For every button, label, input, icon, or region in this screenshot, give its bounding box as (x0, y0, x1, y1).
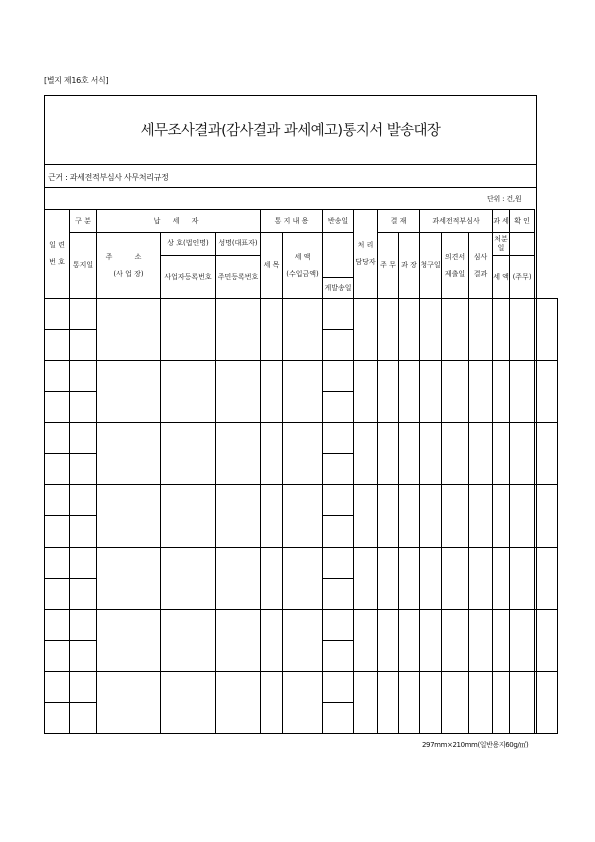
legal-basis: 근거 : 과세전적부심사 사무처리규정 (48, 173, 169, 182)
table-cell[interactable] (283, 423, 323, 485)
table-cell[interactable] (323, 330, 354, 361)
table-row (45, 547, 558, 578)
table-cell[interactable] (420, 609, 442, 671)
category-header: 구 분 (70, 210, 97, 233)
table-cell[interactable] (216, 485, 261, 547)
table-cell[interactable] (378, 671, 399, 733)
table-cell[interactable] (493, 547, 510, 609)
table-cell[interactable] (510, 547, 535, 609)
disposition-amount-header: 세 액 (493, 255, 510, 298)
table-cell[interactable] (70, 671, 97, 702)
resident-reg-no-header: 주민등록번호 (216, 255, 261, 298)
table-cell[interactable] (161, 423, 216, 485)
table-cell[interactable] (45, 423, 70, 454)
table-row (45, 485, 558, 516)
table-cell[interactable] (420, 423, 442, 485)
header-row-1 (45, 210, 558, 233)
table-cell[interactable] (323, 423, 354, 454)
table-cell[interactable] (535, 423, 558, 485)
table-cell[interactable] (70, 330, 97, 361)
table-row (45, 609, 558, 640)
table-cell[interactable] (399, 485, 420, 547)
table-cell[interactable] (261, 361, 283, 423)
table-cell[interactable] (399, 547, 420, 609)
table-cell[interactable] (45, 392, 70, 423)
table-cell[interactable] (354, 423, 378, 485)
table-cell[interactable] (45, 299, 70, 330)
table-cell[interactable] (354, 547, 378, 609)
table-cell[interactable] (97, 485, 161, 547)
confirm-cell (510, 232, 535, 255)
trade-name-header: 상 호(법인명) (161, 232, 216, 255)
table-cell[interactable] (261, 423, 283, 485)
address-header: 주 소 (사 업 장) (97, 232, 161, 298)
table-cell[interactable] (493, 485, 510, 547)
table-cell[interactable] (469, 423, 493, 485)
public-notice-date-header: 게발송일 (323, 278, 354, 299)
table-cell[interactable] (97, 609, 161, 671)
table-cell[interactable] (510, 609, 535, 671)
table-cell[interactable] (323, 485, 354, 516)
table-cell[interactable] (161, 299, 216, 361)
table-cell[interactable] (323, 516, 354, 547)
tax-amount-header: 세 액 (수입금액) (283, 232, 323, 298)
table-cell[interactable] (45, 361, 70, 392)
table-cell[interactable] (323, 547, 354, 578)
tax-item-header: 세 목 (261, 232, 283, 298)
table-cell[interactable] (261, 671, 283, 733)
table-cell[interactable] (216, 609, 261, 671)
confirm-header: 확 인 (510, 210, 535, 233)
table-row (45, 361, 558, 392)
table-cell[interactable] (442, 299, 469, 361)
unit-label: 단위 : 건,원 (487, 195, 522, 203)
table-cell[interactable] (70, 423, 97, 454)
approval-chief-header: 주 무 (378, 232, 399, 298)
table-cell[interactable] (493, 609, 510, 671)
table-cell[interactable] (323, 640, 354, 671)
table-cell[interactable] (216, 361, 261, 423)
table-cell[interactable] (493, 671, 510, 733)
serial-number-header: 일 련 번 호 (45, 210, 70, 299)
table-cell[interactable] (283, 609, 323, 671)
table-cell[interactable] (354, 609, 378, 671)
table-cell[interactable] (493, 361, 510, 423)
table-cell[interactable] (442, 485, 469, 547)
table-cell[interactable] (45, 547, 70, 578)
table-cell[interactable] (97, 423, 161, 485)
table-cell[interactable] (70, 578, 97, 609)
table-cell[interactable] (510, 423, 535, 485)
divider (44, 187, 537, 188)
table-cell[interactable] (45, 609, 70, 640)
table-row (45, 423, 558, 454)
review-header: 과세전적부심사 (420, 210, 493, 233)
table-cell[interactable] (535, 547, 558, 609)
table-cell[interactable] (261, 609, 283, 671)
table-cell[interactable] (469, 299, 493, 361)
table-cell[interactable] (323, 299, 354, 330)
disposition-date-header: 처분일 (493, 232, 510, 255)
table-cell[interactable] (399, 299, 420, 361)
table-cell[interactable] (45, 516, 70, 547)
table-cell[interactable] (442, 361, 469, 423)
table-cell[interactable] (420, 361, 442, 423)
request-date-header: 청구일 (420, 232, 442, 298)
table-cell[interactable] (510, 485, 535, 547)
delivery-date-header: 반송일 (323, 210, 354, 233)
table-cell[interactable] (97, 547, 161, 609)
table-cell[interactable] (399, 423, 420, 485)
table-cell[interactable] (378, 485, 399, 547)
table-cell[interactable] (378, 361, 399, 423)
table-cell[interactable] (442, 547, 469, 609)
table-cell[interactable] (161, 485, 216, 547)
delivery-date-cell (323, 232, 354, 278)
table-cell[interactable] (493, 423, 510, 485)
table-cell[interactable] (442, 423, 469, 485)
table-cell[interactable] (399, 609, 420, 671)
table-cell[interactable] (216, 547, 261, 609)
table-cell[interactable] (442, 671, 469, 733)
table-cell[interactable] (420, 299, 442, 361)
table-cell[interactable] (216, 299, 261, 361)
table-cell[interactable] (378, 609, 399, 671)
table-cell[interactable] (399, 671, 420, 733)
table-cell[interactable] (70, 485, 97, 516)
table-cell[interactable] (161, 361, 216, 423)
table-cell[interactable] (323, 702, 354, 733)
table-cell[interactable] (70, 702, 97, 733)
table-cell[interactable] (420, 671, 442, 733)
table-cell[interactable] (45, 640, 70, 671)
table-cell[interactable] (216, 671, 261, 733)
table-cell[interactable] (216, 423, 261, 485)
table-row (45, 671, 558, 702)
table-cell[interactable] (261, 485, 283, 547)
table-cell[interactable] (283, 671, 323, 733)
table-cell[interactable] (535, 485, 558, 547)
form-number-label: [별지 제16호 서식] (44, 76, 109, 85)
table-cell[interactable] (97, 299, 161, 361)
opinion-date-header: 의견서 제출일 (442, 232, 469, 298)
table-cell[interactable] (97, 671, 161, 733)
table-cell[interactable] (70, 609, 97, 640)
notice-content-header: 통 지 내 용 (261, 210, 323, 233)
table-cell[interactable] (70, 392, 97, 423)
handler-header: 처 리 담당자 (354, 210, 378, 299)
business-reg-no-header: 사업자등록번호 (161, 255, 216, 298)
table-cell[interactable] (510, 299, 535, 361)
table-cell[interactable] (469, 671, 493, 733)
table-cell[interactable] (323, 671, 354, 702)
table-cell[interactable] (45, 578, 70, 609)
table-cell[interactable] (283, 547, 323, 609)
table-cell[interactable] (354, 671, 378, 733)
table-cell[interactable] (45, 485, 70, 516)
paper-spec: 297mm×210mm(일반용지60g/㎡) (422, 741, 529, 749)
table-cell[interactable] (323, 578, 354, 609)
dispatch-ledger-table (44, 209, 558, 734)
table-cell[interactable] (378, 547, 399, 609)
approval-header: 결 재 (378, 210, 420, 233)
table-cell[interactable] (469, 485, 493, 547)
table-cell[interactable] (420, 485, 442, 547)
table-cell[interactable] (323, 361, 354, 392)
approval-manager-header: 과 장 (399, 232, 420, 298)
table-cell[interactable] (493, 299, 510, 361)
table-cell[interactable] (161, 609, 216, 671)
table-cell[interactable] (283, 299, 323, 361)
table-cell[interactable] (45, 330, 70, 361)
table-cell[interactable] (283, 485, 323, 547)
table-cell[interactable] (70, 299, 97, 330)
table-cell[interactable] (70, 516, 97, 547)
header-row-2 (45, 232, 558, 255)
table-cell[interactable] (45, 702, 70, 733)
table-cell[interactable] (70, 361, 97, 392)
table-row (45, 299, 558, 330)
table-cell[interactable] (469, 361, 493, 423)
disposition-header: 과 세 (493, 210, 510, 233)
taxpayer-header: 납 세 자 (97, 210, 261, 233)
table-cell[interactable] (161, 547, 216, 609)
table-cell[interactable] (70, 547, 97, 578)
table-cell[interactable] (469, 609, 493, 671)
table-cell[interactable] (323, 454, 354, 485)
confirm-chief-header: (주무) (510, 255, 535, 298)
table-cell[interactable] (97, 361, 161, 423)
table-cell[interactable] (354, 361, 378, 423)
table-cell[interactable] (535, 361, 558, 423)
table-cell[interactable] (378, 423, 399, 485)
table-cell[interactable] (420, 547, 442, 609)
table-cell[interactable] (510, 361, 535, 423)
table-cell[interactable] (535, 299, 558, 361)
notice-date-header: 통지일 (70, 232, 97, 298)
page-title: 세무조사결과(감사결과 과세예고)통지서 발송대장 (44, 95, 537, 165)
table-cell[interactable] (469, 547, 493, 609)
table-cell[interactable] (354, 485, 378, 547)
table-cell[interactable] (510, 671, 535, 733)
table-cell[interactable] (442, 609, 469, 671)
table-cell[interactable] (323, 609, 354, 640)
table-cell[interactable] (45, 454, 70, 485)
table-cell[interactable] (70, 640, 97, 671)
table-cell[interactable] (261, 299, 283, 361)
table-cell[interactable] (399, 361, 420, 423)
table-cell[interactable] (161, 671, 216, 733)
table-cell[interactable] (261, 547, 283, 609)
table-cell[interactable] (378, 299, 399, 361)
representative-header: 성명(대표자) (216, 232, 261, 255)
table-cell[interactable] (354, 299, 378, 361)
table-cell[interactable] (323, 392, 354, 423)
review-result-header: 심사 결과 (469, 232, 493, 298)
table-cell[interactable] (45, 671, 70, 702)
table-cell[interactable] (535, 609, 558, 671)
table-cell[interactable] (70, 454, 97, 485)
table-cell[interactable] (535, 671, 558, 733)
table-cell[interactable] (283, 361, 323, 423)
